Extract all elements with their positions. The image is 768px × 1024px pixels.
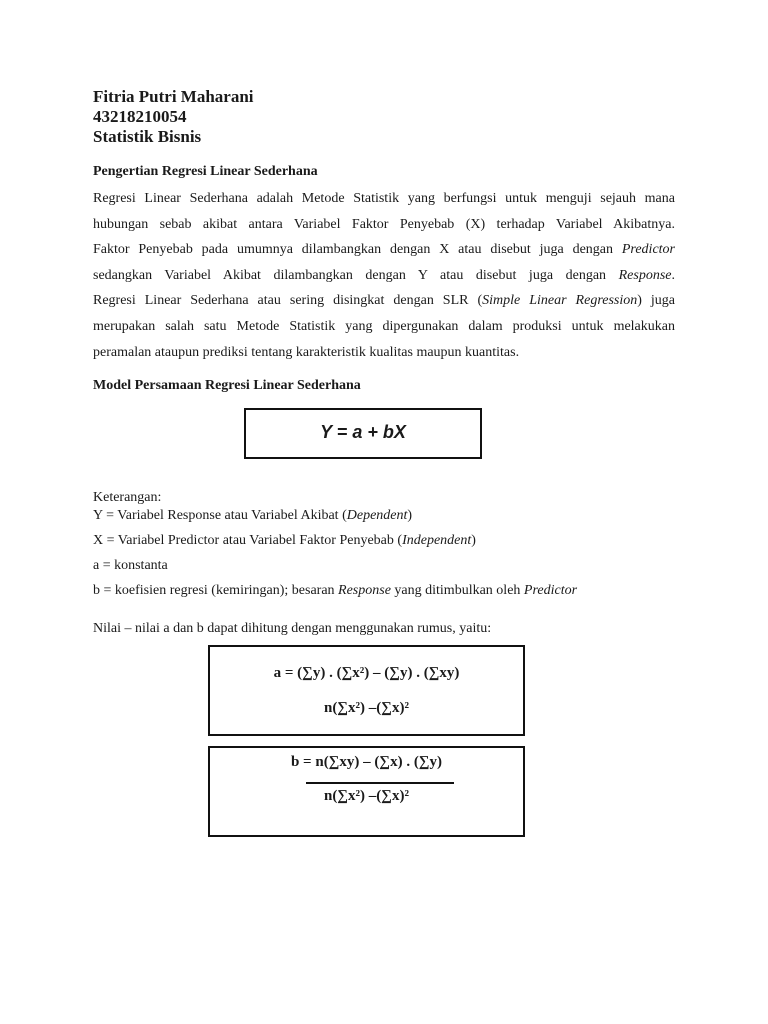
- formula-a-denominator: n(∑x²) –(∑x)²: [324, 700, 409, 716]
- formula-b-box: [208, 746, 525, 837]
- student-id: 43218210054: [93, 107, 187, 126]
- paragraph-line: merupakan salah satu Metode Statistik yang dipergunakan dalam produksi untuk melakukan: [93, 318, 675, 334]
- y-definition: Y = Variabel Response atau Variabel Akibat (Dependent): [93, 508, 413, 523]
- formula-a-numerator: a = (∑y) . (∑x²) – (∑y) . (∑xy): [273, 665, 460, 681]
- x-definition: X = Variabel Predictor atau Variabel Faktor Penyebab (Independent): [93, 533, 476, 548]
- paragraph-line: hubungan sebab akibat antara Variabel Faktor Penyebab (X) terhadap Variabel Akibatnya.: [93, 216, 675, 232]
- formula-a-box: [208, 645, 525, 736]
- b-definition: b = koefisien regresi (kemiringan); besaran Response yang ditimbulkan oleh Predictor: [93, 583, 578, 598]
- fraction-bar: [306, 782, 454, 784]
- paragraph-line: Faktor Penyebab pada umumnya dilambangkan dengan X atau disebut juga dengan Predictor: [93, 242, 675, 258]
- section-title-model: Model Persamaan Regresi Linear Sederhana: [93, 378, 361, 393]
- keterangan-heading: Keterangan:: [93, 490, 162, 505]
- paragraph-line: Regresi Linear Sederhana adalah Metode Statistik yang berfungsi untuk menguji sejauh mana: [93, 191, 675, 206]
- a-definition: a = konstanta: [93, 558, 168, 573]
- formula-b-numerator: b = n(∑xy) – (∑x) . (∑y): [290, 754, 443, 770]
- nilai-intro: Nilai – nilai a dan b dapat dihitung dengan menggunakan rumus, yaitu:: [93, 621, 492, 636]
- course-name: Statistik Bisnis: [93, 127, 202, 146]
- paragraph-line: sedangkan Variabel Akibat dilambangkan dengan Y atau disebut juga dengan Response.: [93, 267, 675, 283]
- formula-b-denominator: n(∑x²) –(∑x)²: [324, 788, 409, 804]
- section-title-definition: Pengertian Regresi Linear Sederhana: [93, 164, 318, 179]
- author-name: Fitria Putri Maharani: [93, 87, 254, 106]
- equation-box: [244, 408, 482, 459]
- regression-equation: Y = a + bX: [320, 422, 406, 442]
- definition-paragraph: [93, 186, 675, 365]
- author-header: [93, 87, 254, 147]
- paragraph-line: Regresi Linear Sederhana atau sering disingkat dengan SLR (Simple Linear Regression) juga: [93, 293, 676, 309]
- paragraph-line: peramalan ataupun prediksi tentang karakteristik kualitas maupun kuantitas.: [93, 344, 520, 360]
